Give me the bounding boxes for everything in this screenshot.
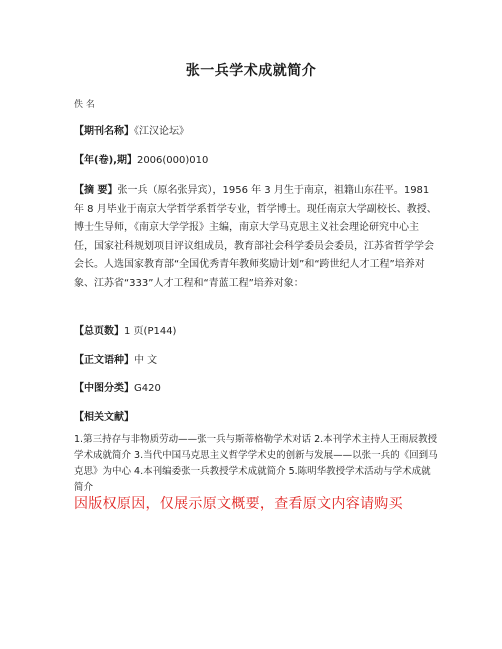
journal-label: 【期刊名称】 <box>74 126 134 137</box>
language-field <box>74 352 438 370</box>
related-list: 1.第三持存与非物质劳动——张一兵与斯蒂格勒学术对话 2.本刊学术主持人王雨辰教授学术成就简介 3.当代中国马克思主义哲学学术史的创新与发展——以张一兵的《回到马克思》为中心 4.本刊编委张一兵教授学术成就简介 5.陈明华教授学术活动与学术成就简介 <box>74 434 438 493</box>
language-label: 【正文语种】 <box>74 355 134 366</box>
abstract-value: 张一兵（原名张异宾），1956 年 3 月生于南京，祖籍山东茌平。1981 年 8 月毕业于南京大学哲学系哲学专业，哲学博士。现任南京大学副校长、教授、博士生导师，《南京大学学报》主编，南京大学马克思主义社会理论研究中心主任，国家社科规划项目评议组成员，教育部社会科学委员会委员，江苏省哲学学会会长。人选国家教育部“全国优秀青年教师奖励计划”和“跨世纪人才工程”培养对象、江苏省“333”人才工程和“青蓝工程”培养对象： <box>74 185 437 289</box>
document-title: 张一兵学术成就简介 <box>185 63 317 79</box>
journal-field <box>74 123 438 141</box>
year-issue-label: 【年(卷),期】 <box>74 155 137 166</box>
copyright-notice[interactable]: 因版权原因，仅展示原文概要，查看原文内容请购买 <box>74 496 403 512</box>
total-pages-label: 【总页数】 <box>74 326 124 337</box>
year-issue-value: 2006(000)010 <box>136 155 209 166</box>
classification-field <box>74 380 438 398</box>
related-field <box>74 409 438 427</box>
journal-value: 《江汉论坛》 <box>134 126 189 137</box>
related-label: 【相关文献】 <box>74 412 134 423</box>
classification-value: G420 <box>134 383 161 394</box>
total-pages-field <box>74 323 438 341</box>
classification-label: 【中图分类】 <box>74 383 134 394</box>
total-pages-value: 1 页(P144) <box>124 326 177 337</box>
abstract-label: 【摘 要】 <box>74 185 118 196</box>
year-issue-field <box>74 152 438 170</box>
language-value: 中 文 <box>134 355 158 366</box>
abstract-field <box>74 182 438 293</box>
author: 佚 名 <box>74 100 95 110</box>
